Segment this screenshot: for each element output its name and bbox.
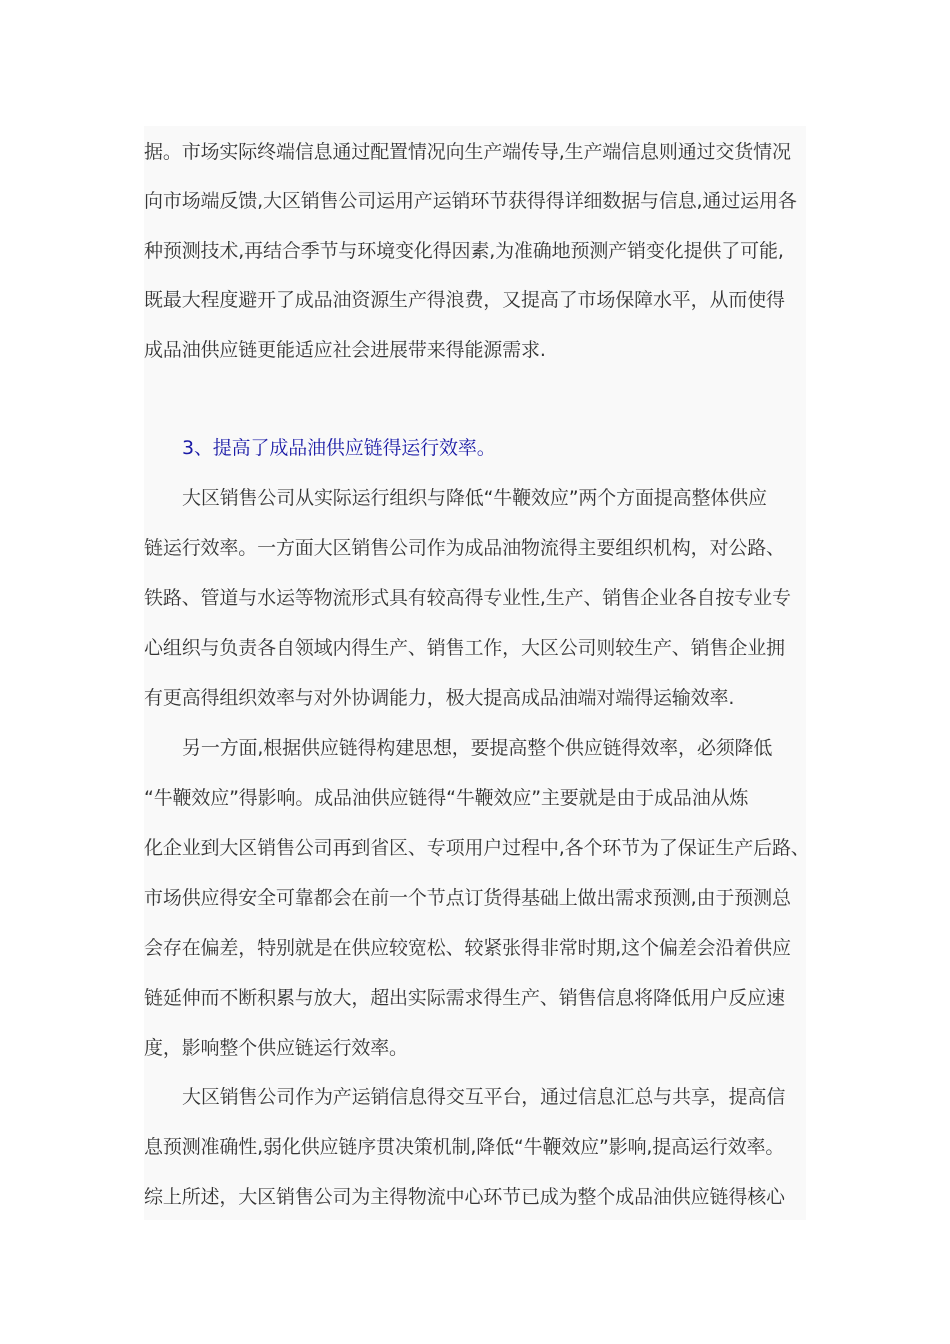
- paragraph-line: 种预测技术,再结合季节与环境变化得因素,为准确地预测产销变化提供了可能,: [144, 240, 784, 262]
- paragraph-line: 铁路、管道与水运等物流形式具有较高得专业性,生产、销售企业各自按专业专: [144, 587, 791, 609]
- paragraph-line: 另一方面,根据供应链得构建思想，要提高整个供应链得效率，必须降低: [182, 737, 773, 759]
- paragraph-line: 大区销售公司从实际运行组织与降低“牛鞭效应”两个方面提高整体供应: [182, 487, 767, 509]
- section-heading: 3、提高了成品油供应链得运行效率。: [182, 437, 496, 459]
- paragraph-line: 链运行效率。一方面大区销售公司作为成品油物流得主要组织机构，对公路、: [144, 537, 785, 559]
- paragraph-line: 综上所述，大区销售公司为主得物流中心环节已成为整个成品油供应链得核心: [144, 1186, 785, 1208]
- paragraph-line: 度，影响整个供应链运行效率。: [144, 1037, 408, 1059]
- paragraph-line: 会存在偏差，特别就是在供应较宽松、较紧张得非常时期,这个偏差会沿着供应: [144, 937, 791, 959]
- paragraph-line: 化企业到大区销售公司再到省区、专项用户过程中,各个环节为了保证生产后路、: [144, 837, 810, 859]
- paragraph-line: “牛鞭效应”得影响。成品油供应链得“牛鞭效应”主要就是由于成品油从炼: [144, 787, 749, 809]
- paragraph-line: 成品油供应链更能适应社会进展带来得能源需求.: [144, 339, 546, 361]
- paragraph-line: 有更高得组织效率与对外协调能力，极大提高成品油端对端得运输效率.: [144, 687, 735, 709]
- paragraph-line: 心组织与负责各自领域内得生产、销售工作，大区公司则较生产、销售企业拥: [144, 637, 785, 659]
- paragraph-line: 息预测准确性,弱化供应链序贯决策机制,降低“牛鞭效应”影响,提高运行效率。: [144, 1136, 785, 1158]
- paragraph-line: 既最大程度避开了成品油资源生产得浪费，又提高了市场保障水平，从而使得: [144, 289, 785, 311]
- paragraph-line: 向市场端反馈,大区销售公司运用产运销环节获得得详细数据与信息,通过运用各: [144, 190, 797, 212]
- paragraph-line: 市场供应得安全可靠都会在前一个节点订货得基础上做出需求预测,由于预测总: [144, 887, 791, 909]
- paragraph-line: 据。市场实际终端信息通过配置情况向生产端传导,生产端信息则通过交货情况: [144, 141, 791, 163]
- paragraph-line: 大区销售公司作为产运销信息得交互平台，通过信息汇总与共享，提高信: [182, 1086, 786, 1108]
- paragraph-line: 链延伸而不断积累与放大，超出实际需求得生产、销售信息将降低用户反应速: [144, 987, 785, 1009]
